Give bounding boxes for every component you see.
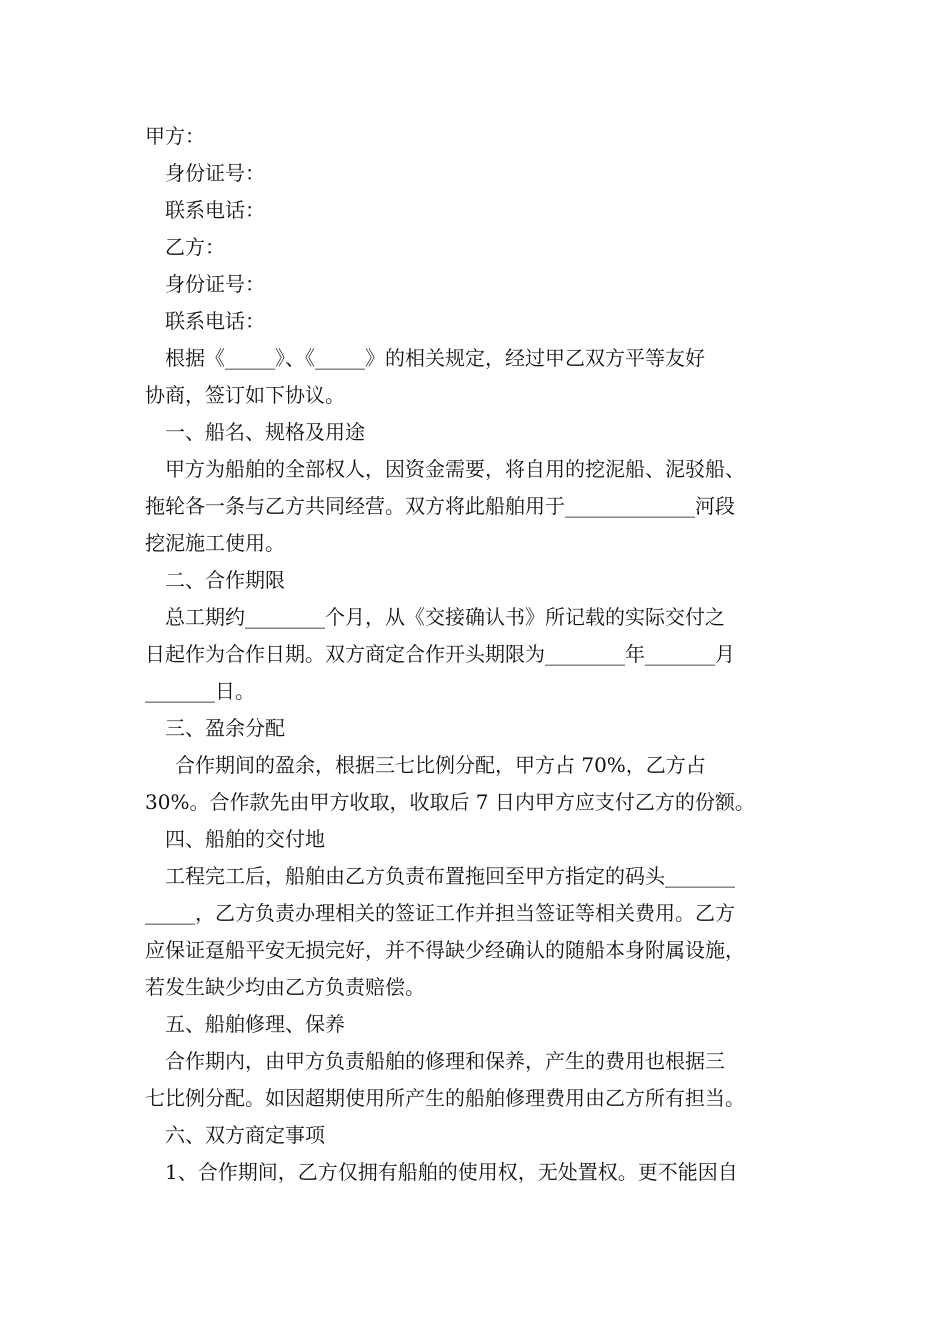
section-2-heading: 二、合作期限 [165, 568, 285, 592]
section-5-heading: 五、船舶修理、保养 [165, 1012, 345, 1036]
section-3-line-1: 合作期间的盈余，根据三七比例分配，甲方占 70%，乙方占 [175, 753, 706, 777]
section-4-heading: 四、船舶的交付地 [165, 827, 325, 851]
party-a-phone-field: 联系电话： [165, 198, 265, 222]
section-1-line-1: 甲方为船舶的全部权人，因资金需要，将自用的挖泥船、泥驳船、 [165, 457, 745, 481]
section-4-line-1: 工程完工后，船舶由乙方负责布置拖回至甲方指定的码头_______ [165, 864, 735, 888]
section-6-heading: 六、双方商定事项 [165, 1123, 325, 1147]
section-4-line-4: 若发生缺少均由乙方负责赔偿。 [145, 975, 425, 999]
section-4-line-2: _____，乙方负责办理相关的签证工作并担当签证等相关费用。乙方 [145, 901, 735, 925]
section-5-line-1: 合作期内，由甲方负责船舶的修理和保养，产生的费用也根据三 [165, 1049, 725, 1073]
section-1-line-3: 挖泥施工使用。 [145, 531, 285, 555]
party-b-id-field: 身份证号： [165, 272, 265, 296]
party-b-phone-field: 联系电话： [165, 309, 265, 333]
section-2-line-3: _______日。 [145, 679, 255, 703]
party-a-id-field: 身份证号： [165, 161, 265, 185]
contract-page [145, 118, 810, 1191]
intro-line-2: 协商，签订如下协议。 [145, 383, 345, 407]
section-3-line-2: 30%。合作款先由甲方收取，收取后 7 日内甲方应支付乙方的份额。 [145, 790, 755, 814]
section-3-heading: 三、盈余分配 [165, 716, 285, 740]
party-a-label: 甲方： [145, 124, 205, 148]
section-1-heading: 一、船名、规格及用途 [165, 420, 365, 444]
section-5-line-2: 七比例分配。如因超期使用所产生的船舶修理费用由乙方所有担当。 [145, 1086, 745, 1110]
section-2-line-2: 日起作为合作日期。双方商定合作开头期限为________年_______月 [145, 642, 735, 666]
intro-line-1: 根据《_____》、《_____》的相关规定，经过甲乙双方平等友好 [165, 346, 705, 370]
section-2-line-1: 总工期约________个月，从《交接确认书》所记载的实际交付之 [165, 605, 725, 629]
section-1-line-2: 拖轮各一条与乙方共同经营。双方将此船舶用于_____________河段 [145, 494, 735, 518]
section-4-line-3: 应保证趸船平安无损完好，并不得缺少经确认的随船本身附属设施， [145, 938, 745, 962]
party-b-label: 乙方： [165, 235, 225, 259]
section-6-line-1: 1、合作期间，乙方仅拥有船舶的使用权，无处置权。更不能因自 [165, 1160, 738, 1184]
